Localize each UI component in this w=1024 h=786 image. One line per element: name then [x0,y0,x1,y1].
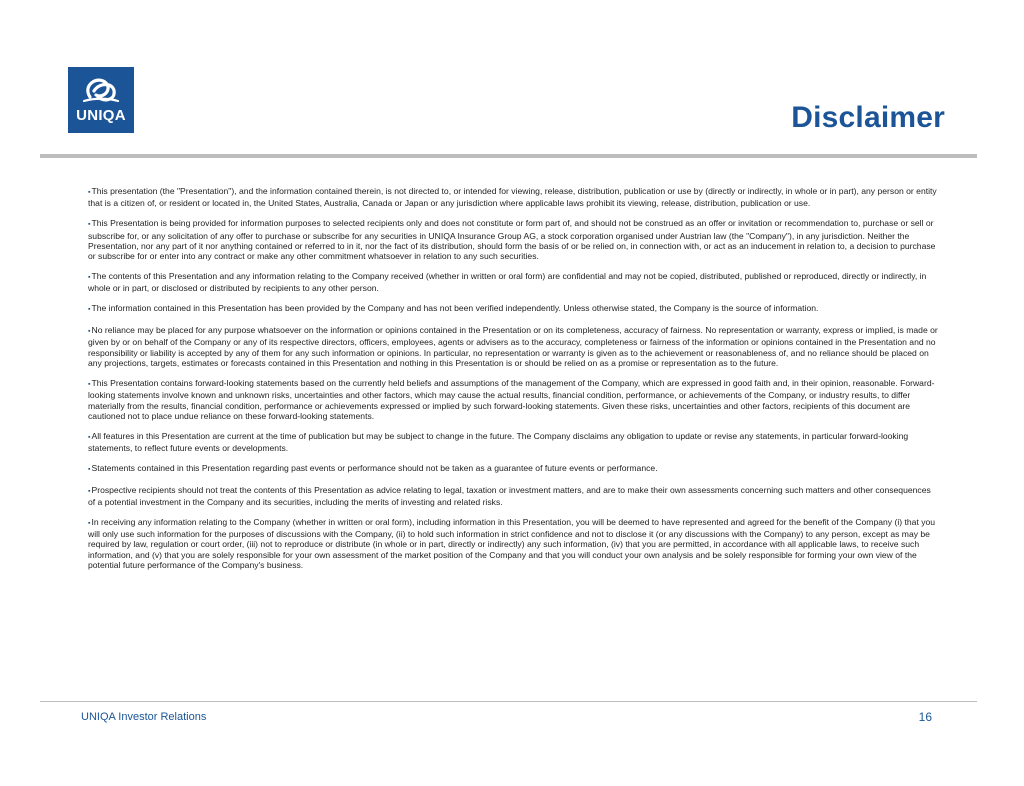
disclaimer-paragraph: ▪Prospective recipients should not treat the contents of this Presentation as advice relating to legal, taxation or investment matters, and are to make their own assessments concerning such matters and other consequences of a potential investment in the Company and its securities, including the merits of investing and related risks. [88,484,931,507]
disclaimer-paragraph: ▪The contents of this Presentation and any information relating to the Company received (whether in written or oral form) are confidential and may not be copied, distributed, published or reproduced, directly or indirectly, in whole or in part, or disclosed or distributed by recipients to any other person. [88,271,927,294]
disclaimer-paragraph: ▪All features in this Presentation are current at the time of publication but may be subject to change in the future. The Company disclaims any obligation to update or revise any statements, in particular forward-looking statements, to reflect future events or developments. [88,430,909,454]
bullet-icon: ▪ [88,327,91,335]
bullet-icon: ▪ [88,519,91,527]
disclaimer-paragraph: ▪This Presentation is being provided for information purposes to selected recipients only and does not constitute or form part of, and should not be construed as an offer or invitation or recommendation to, purchase or sell or subscribe for, or any solicitation of any offer to purchase or subscribe for any securities in UNIQA Insurance Group AG, a stock corporation organised under Austrian law (the "Company"), in any jurisdiction. Neither the Presentation, nor any part of it nor anything contained or referred to in it, nor the fact of its distribution, should form the basis of or be relied on, in connection with, or act as an inducement in relation to, a decision to purchase or subscribe for or enter into any contract or make any other commitment whatsoever in relation to any such securities. [88,218,936,262]
bullet-icon: ▪ [88,487,91,495]
bullet-icon: ▪ [88,306,91,314]
disclaimer-paragraph: ▪No reliance may be placed for any purpose whatsoever on the information or opinions contained in the Presentation or on its completeness, accuracy of fairness. No representation or warranty, express or implied, is made or given by or on behalf of the Company or any of its respective directors, officers, employees, agents or advisers as to the accuracy, completeness or fairness of the information or opinions contained in the Presentation and no responsibility or liability is accepted by any of them for any such information or opinions. In particular, no representation or warranty is given as to the achievement or reasonableness of, and no reliance should be placed on any projections, targets, estimates or forecasts contained in this Presentation and nothing in this Presentation is or should be relied on as a promise or representation as to the future. [88,324,938,369]
bullet-icon: ▪ [88,189,91,196]
bullet-icon: ▪ [88,380,91,388]
disclaimer-body [88,186,940,580]
bullet-icon: ▪ [88,465,91,473]
uniqa-logo [68,67,134,133]
disclaimer-paragraph: ▪This presentation (the "Presentation"), and the information contained therein, is not directed to, or intended for viewing, release, distribution, publication or use by (directly or indirectly, in whole or in part), any person or entity that is a citizen of, or resident or located in, the United States, Australia, Canada or Japan or any jurisdiction where applicable laws prohibit its viewing, release, distribution, publication or use. [88,186,937,209]
header-divider [40,154,977,158]
logo-text: UNIQA [76,107,126,124]
page-number: 16 [918,710,932,724]
bullet-icon: ▪ [88,274,91,282]
disclaimer-paragraph: ▪Statements contained in this Presentation regarding past events or performance should not be taken as a guarantee of future events or performance. [88,462,658,473]
bullet-icon: ▪ [88,221,91,229]
page-title: Disclaimer [791,101,945,134]
disclaimer-paragraph: ▪In receiving any information relating to the Company (whether in written or oral form), including information in this Presentation, you will be deemed to have represented and agreed for the benefit of the Company (i) that you will only use such information for the purposes of discussions with the Company, (ii) to hold such information in strict confidence and not to disclose it (or any discussions with the Company) to any person, except as may be required by law, regulation or court order, (iii) not to reproduce or distribute (in whole or in part, directly or indirectly) any such information, (iv) that you are permitted, in accordance with all applicable laws, to receive such information, and (v) that you are solely responsible for your own assessment of the market position of the Company and that you will conduct your own analysis and be solely responsible for forming your own view of the potential future performance of the Company's business. [88,516,936,571]
footer-divider [40,701,977,702]
disclaimer-paragraph: ▪The information contained in this Presentation has been provided by the Company and has not been verified independently. Unless otherwise stated, the Company is the source of information. [88,303,819,314]
bullet-icon: ▪ [88,433,91,441]
footer-label: UNIQA Investor Relations [81,711,207,723]
disclaimer-paragraph: ▪This Presentation contains forward-looking statements based on the currently held beliefs and assumptions of the management of the Company, which are expressed in good faith and, in their opinion, reasonable. Forward-looking statements involve known and unknown risks, uncertainties and other factors, which may cause the actual results, financial condition, performance, or achievements of the Company, or industry results, to differ materially from the results, financial condition, performance or achievements expressed or implied by such forward-looking statements. Given these risks, uncertainties and other factors, recipients of this document are cautioned not to place undue reliance on these forward-looking statements. [88,377,935,421]
